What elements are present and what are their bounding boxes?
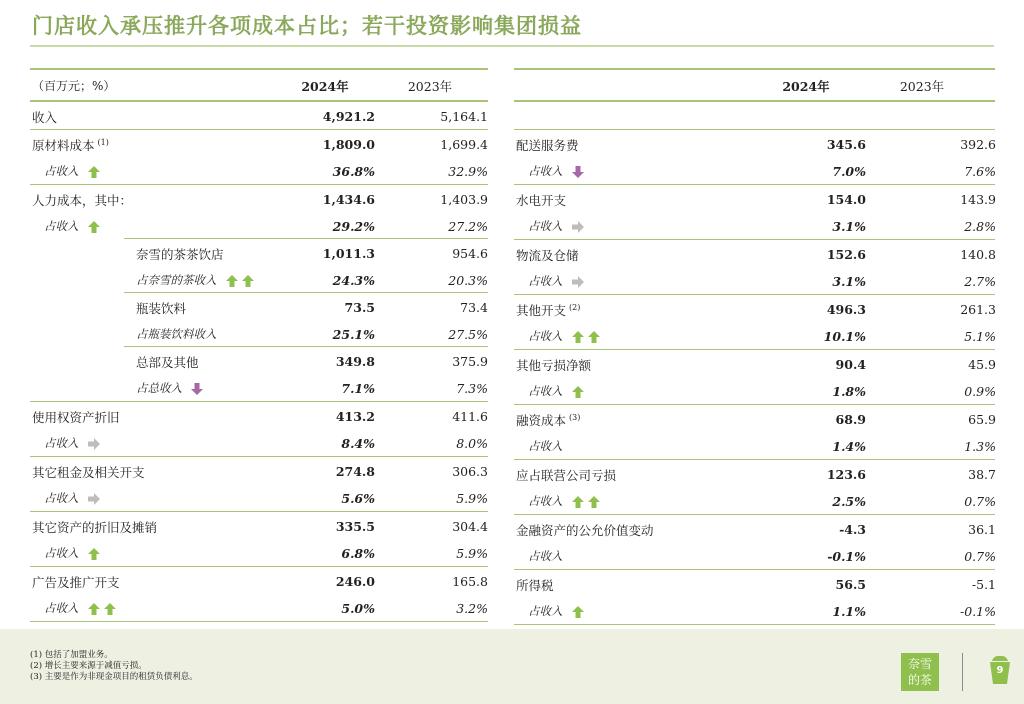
- value-2024: 345.6: [826, 137, 866, 152]
- value-2024: 1.4%: [832, 439, 866, 454]
- trend-up-icon: [225, 274, 239, 288]
- table-row: [514, 570, 995, 597]
- table-row: [514, 597, 995, 625]
- value-2023: 304.4: [452, 519, 488, 534]
- table-row: [30, 594, 488, 622]
- row-label: 占收入: [44, 600, 117, 616]
- value-2024: 274.8: [335, 464, 375, 479]
- value-2023: 36.1: [968, 522, 996, 537]
- value-2023: 1,699.4: [440, 137, 488, 152]
- table-row: [514, 185, 995, 212]
- value-2024: 1,011.3: [322, 246, 375, 261]
- value-2024: 56.5: [835, 577, 866, 592]
- value-2024: -4.3: [839, 522, 866, 537]
- table-row: [514, 267, 995, 295]
- value-2023: 73.4: [460, 300, 488, 315]
- row-label: 占收入: [528, 218, 585, 234]
- table-row: [514, 240, 995, 267]
- value-2023: 5.9%: [456, 546, 488, 561]
- row-label: 其他开支 $^{(2)}$: [516, 302, 581, 318]
- year-2023-header: 2023年: [407, 79, 453, 94]
- table-row: [514, 322, 995, 350]
- value-2023: 0.7%: [964, 549, 996, 564]
- value-2024: 24.3%: [332, 273, 375, 288]
- trend-up-icon: [571, 605, 585, 619]
- row-label: 金融资产的公允价值变动: [516, 523, 654, 538]
- brand-logo: 奈雪 的茶: [901, 653, 939, 691]
- value-2023: -0.1%: [960, 604, 996, 619]
- trend-flat-icon: [571, 220, 585, 234]
- value-2024: 3.1%: [832, 274, 866, 289]
- value-2023: 32.9%: [448, 164, 488, 179]
- table-row: [514, 405, 995, 432]
- table-row: [30, 239, 488, 266]
- table-row: [30, 567, 488, 594]
- trend-up-icon: [571, 495, 585, 509]
- value-2024: 123.6: [826, 467, 866, 482]
- value-2024: 335.5: [335, 519, 375, 534]
- row-label: 其它租金及相关开支: [32, 465, 145, 480]
- table-row: [30, 539, 488, 567]
- value-2024: 8.4%: [341, 436, 375, 451]
- table-row: [30, 512, 488, 539]
- value-2023: 2.8%: [964, 219, 996, 234]
- table-row: [30, 402, 488, 429]
- table-row: [514, 487, 995, 515]
- trend-up-icon: [241, 274, 255, 288]
- value-2023: 411.6: [452, 409, 488, 424]
- trend-up-icon: [587, 330, 601, 344]
- table-row: [514, 432, 995, 460]
- value-2024: 1,809.0: [322, 137, 375, 152]
- value-2023: 8.0%: [456, 436, 488, 451]
- trend-up-icon: [571, 385, 585, 399]
- table-row: [30, 185, 488, 212]
- value-2023: 1,403.9: [440, 192, 488, 207]
- value-2024: 90.4: [835, 357, 866, 372]
- value-2024: 4,921.2: [322, 109, 375, 124]
- trend-down-icon: [571, 165, 585, 179]
- value-2023: 7.3%: [456, 381, 488, 396]
- value-2023: 165.8: [452, 574, 488, 589]
- value-2023: 306.3: [452, 464, 488, 479]
- table-row: [30, 320, 488, 347]
- value-2024: 7.1%: [341, 381, 375, 396]
- row-label: 物流及仓储: [516, 248, 579, 263]
- value-2024: 349.8: [335, 354, 375, 369]
- table-row: [514, 377, 995, 405]
- row-label: 其他亏损净额: [516, 358, 592, 373]
- value-2023: 143.9: [960, 192, 996, 207]
- row-label: 占收入: [528, 383, 585, 399]
- value-2024: 1.1%: [832, 604, 866, 619]
- table-row: [30, 484, 488, 512]
- value-2024: 3.1%: [832, 219, 866, 234]
- table-row: [30, 130, 488, 157]
- value-2024: 6.8%: [341, 546, 375, 561]
- row-label: 奈雪的茶茶饮店: [136, 247, 224, 262]
- row-label: 收入: [32, 110, 58, 125]
- table-row: [514, 515, 995, 542]
- row-label: 占收入: [528, 163, 585, 179]
- row-label: 瓶装饮料: [136, 301, 187, 316]
- value-2023: 375.9: [452, 354, 488, 369]
- table-row: [30, 157, 488, 185]
- row-label: 占收入: [528, 439, 563, 453]
- value-2024: 36.8%: [332, 164, 375, 179]
- table-row: [514, 295, 995, 322]
- table-row: [30, 293, 488, 320]
- trend-down-icon: [190, 382, 204, 396]
- row-label: 水电开支: [516, 193, 567, 208]
- value-2024: 73.5: [344, 300, 375, 315]
- table-row: [30, 347, 488, 374]
- unit-label: （百万元；%）: [32, 79, 116, 93]
- value-2023: 3.2%: [456, 601, 488, 616]
- value-2023: 7.6%: [964, 164, 996, 179]
- value-2024: 2.5%: [832, 494, 866, 509]
- trend-up-icon: [87, 547, 101, 561]
- value-2024: 154.0: [826, 192, 866, 207]
- value-2024: 413.2: [335, 409, 375, 424]
- page-number: 9: [996, 665, 1004, 676]
- value-2023: 20.3%: [448, 273, 488, 288]
- row-label: 占收入: [44, 490, 101, 506]
- row-label: 占收入: [44, 218, 101, 234]
- value-2024: 10.1%: [823, 329, 866, 344]
- value-2023: 27.5%: [448, 327, 488, 342]
- page-title: 门店收入承压推升各项成本占比；若干投资影响集团损益: [32, 13, 582, 38]
- footer-divider: [962, 653, 963, 691]
- row-label: 广告及推广开支: [32, 575, 120, 590]
- table-row: [30, 374, 488, 402]
- row-label: 原材料成本 $^{(1)}$: [32, 137, 109, 153]
- trend-up-icon: [87, 602, 101, 616]
- value-2023: 5.1%: [964, 329, 996, 344]
- value-2023: 5.9%: [456, 491, 488, 506]
- row-label: 占总收入: [136, 380, 204, 396]
- row-label: 占收入: [528, 603, 585, 619]
- row-label: 占收入: [528, 549, 563, 563]
- value-2024: 7.0%: [832, 164, 866, 179]
- row-label: 其它资产的折旧及摊销: [32, 520, 158, 535]
- trend-flat-icon: [87, 492, 101, 506]
- footnote: (2) 增长主要来源于减值亏损。: [30, 661, 147, 671]
- table-row: [30, 212, 488, 239]
- year-2024-header: 2024年: [301, 79, 349, 94]
- value-2024: 29.2%: [332, 219, 375, 234]
- value-2023: 45.9: [968, 357, 996, 372]
- row-label: 所得税: [516, 578, 554, 593]
- table-row: [514, 542, 995, 570]
- spacer-row: [514, 102, 995, 130]
- value-2024: 246.0: [335, 574, 375, 589]
- footer: [0, 629, 1024, 704]
- trend-up-icon: [571, 330, 585, 344]
- value-2023: 0.7%: [964, 494, 996, 509]
- table-row: [514, 212, 995, 240]
- footnotes: [30, 650, 198, 683]
- value-2024: 68.9: [835, 412, 866, 427]
- value-2024: 1.8%: [832, 384, 866, 399]
- row-label: 占收入: [44, 545, 101, 561]
- value-2023: 5,164.1: [440, 109, 488, 124]
- row-label: 占收入: [528, 328, 601, 344]
- footnote: (3) 主要是作为非现金项目的租赁负债利息。: [30, 672, 198, 682]
- value-2024: 496.3: [826, 302, 866, 317]
- value-2024: -0.1%: [827, 549, 866, 564]
- row-label: 人力成本，其中：: [32, 193, 133, 208]
- row-label: 应占联营公司亏损: [516, 468, 617, 483]
- row-label: 占收入: [528, 273, 585, 289]
- table-row: [514, 460, 995, 487]
- table-header: [30, 68, 488, 102]
- trend-up-icon: [103, 602, 117, 616]
- trend-flat-icon: [571, 275, 585, 289]
- value-2023: 0.9%: [964, 384, 996, 399]
- trend-up-icon: [587, 495, 601, 509]
- table-header: [514, 68, 995, 102]
- row-label: 融资成本 $^{(3)}$: [516, 412, 581, 428]
- trend-up-icon: [87, 220, 101, 234]
- table-row: [30, 457, 488, 484]
- table-row: [30, 102, 488, 130]
- year-2024-header: 2024年: [782, 79, 830, 94]
- value-2024: 5.0%: [341, 601, 375, 616]
- value-2024: 152.6: [826, 247, 866, 262]
- title-rule: [30, 45, 994, 47]
- table-row: [514, 350, 995, 377]
- value-2024: 1,434.6: [322, 192, 375, 207]
- row-label: 使用权资产折旧: [32, 410, 120, 425]
- table-row: [514, 157, 995, 185]
- row-label: 总部及其他: [136, 355, 199, 370]
- value-2024: 25.1%: [332, 327, 375, 342]
- trend-up-icon: [87, 165, 101, 179]
- value-2023: 392.6: [960, 137, 996, 152]
- table-row: [30, 429, 488, 457]
- value-2023: -5.1: [971, 577, 996, 592]
- row-label: 配送服务费: [516, 138, 579, 153]
- value-2023: 38.7: [968, 467, 996, 482]
- value-2023: 27.2%: [448, 219, 488, 234]
- row-label: 占瓶装饮料收入: [136, 327, 217, 341]
- row-label: 占收入: [528, 493, 601, 509]
- trend-flat-icon: [87, 437, 101, 451]
- value-2023: 954.6: [452, 246, 488, 261]
- value-2024: 5.6%: [341, 491, 375, 506]
- value-2023: 1.3%: [964, 439, 996, 454]
- value-2023: 261.3: [960, 302, 996, 317]
- table-row: [30, 266, 488, 293]
- row-label: 占收入: [44, 163, 101, 179]
- row-label: 占收入: [44, 435, 101, 451]
- table-row: [514, 130, 995, 157]
- row-label: 占奈雪的茶收入: [136, 272, 255, 288]
- left-cost-table: [30, 68, 488, 622]
- year-2023-header: 2023年: [899, 79, 945, 94]
- right-cost-table: [514, 68, 995, 625]
- value-2023: 65.9: [968, 412, 996, 427]
- footnote: (1) 包括了加盟业务。: [30, 650, 113, 660]
- value-2023: 140.8: [960, 247, 996, 262]
- value-2023: 2.7%: [964, 274, 996, 289]
- page-number-badge: [986, 653, 1014, 685]
